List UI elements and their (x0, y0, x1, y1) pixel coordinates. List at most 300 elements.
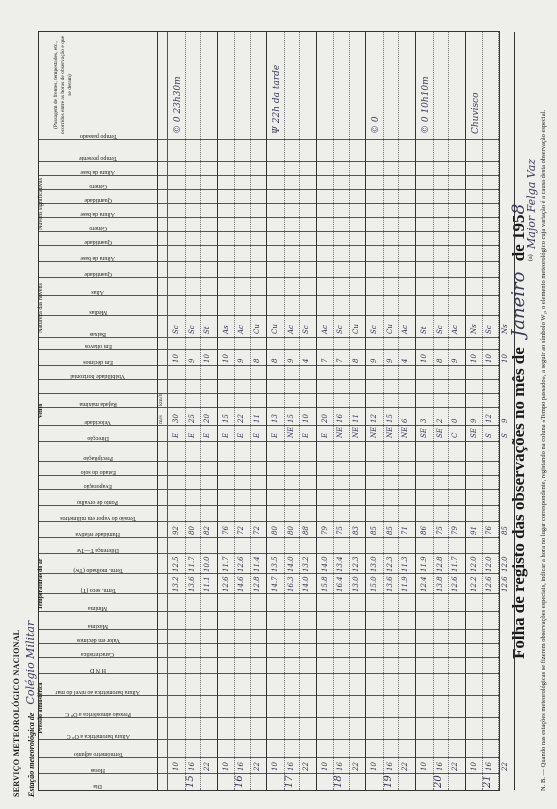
humidity: 88 (302, 526, 311, 535)
wet-temp: 10.0 (203, 556, 211, 572)
cloud-type: Sc (187, 325, 196, 334)
column-divider (39, 643, 499, 644)
column-header-cl: Baixas (89, 331, 107, 337)
unit-rule (167, 32, 168, 790)
day-number: 21 (482, 775, 494, 788)
column-header-t1: Valor em décimos (76, 637, 120, 643)
column-divider (39, 717, 499, 718)
dry-temp: 13.6 (187, 576, 196, 592)
wind-dir: C (451, 432, 459, 438)
wet-temp: 12.8 (435, 556, 444, 572)
hour-value: 10 (271, 762, 280, 771)
wet-temp: 11.3 (401, 556, 410, 572)
wind-dir: NE (286, 426, 295, 438)
humidity: 86 (420, 526, 428, 535)
cloud-cover: 10 (172, 354, 180, 363)
hour-rule (234, 32, 235, 790)
day-rule (217, 32, 218, 790)
wind-dir: E (203, 432, 211, 438)
column-header-wet: Term. molhado (Tw) (73, 567, 123, 573)
hour-value: 10 (172, 762, 180, 771)
humidity: 83 (351, 526, 360, 535)
wind-vel: 20 (320, 414, 329, 423)
wind-vel: 15 (385, 414, 394, 423)
column-divider (39, 521, 499, 522)
dry-temp: 11.9 (401, 576, 410, 592)
column-header-dry: Term. seco (T) (80, 587, 116, 593)
wind-dir: NE (336, 426, 345, 438)
column-header-dia: Dia (93, 783, 103, 789)
column-divider (39, 441, 499, 442)
past-weather-remark: Ψ 22h da tarde (272, 64, 283, 134)
hour-value: 22 (451, 762, 459, 771)
humidity: 80 (187, 526, 196, 535)
wet-temp: 11.4 (252, 556, 261, 572)
dry-temp: 15.0 (370, 576, 379, 592)
humidity: 79 (451, 526, 459, 535)
column-header-neb8: Em oitavos (84, 343, 112, 349)
dry-temp: 12.2 (469, 576, 478, 592)
hour-value: 16 (435, 762, 444, 771)
wind-dir: E (237, 432, 246, 438)
hour-value: 16 (237, 762, 246, 771)
wet-temp: 13.2 (302, 556, 311, 572)
hour-value: 16 (385, 762, 394, 771)
humidity: 85 (370, 526, 379, 535)
humidity: 80 (271, 526, 280, 535)
hour-value: 22 (500, 762, 509, 771)
dry-temp: 14.6 (237, 576, 246, 592)
wet-temp: 14.0 (320, 556, 329, 572)
humidity: 80 (286, 526, 295, 535)
column-header-t0: Característica (81, 651, 115, 657)
column-header-pass: Tempo passado (79, 133, 117, 139)
column-header-hum: Humidade relativa (75, 531, 121, 537)
humidity: 76 (221, 526, 230, 535)
wet-temp: 14.0 (286, 556, 295, 572)
column-divider (39, 461, 499, 462)
wet-temp: 11.7 (451, 556, 459, 572)
dry-temp: 16.4 (336, 576, 345, 592)
column-header-s4: Quantidade (84, 197, 112, 203)
column-header-s6: Altura da base (80, 169, 116, 175)
cloud-type: Ac (451, 325, 459, 334)
hour-value: 22 (351, 762, 360, 771)
hour-value: 10 (320, 762, 329, 771)
dry-temp: 12.8 (252, 576, 261, 592)
column-divider (39, 629, 499, 630)
hour-value: 22 (252, 762, 261, 771)
hour-value: 22 (203, 762, 211, 771)
cloud-cover: 10 (500, 354, 509, 363)
cloud-type: Ns (469, 324, 478, 334)
group-header-pressao: Pressão atmosférica (38, 682, 44, 734)
station-label: Estação meteorológica de (27, 712, 36, 797)
column-divider (39, 245, 499, 246)
year-suffix: 8 (509, 203, 529, 215)
column-divider (39, 261, 499, 262)
title-text: Folha de registo das observações no mês de (509, 347, 528, 659)
wind-dir: NE (385, 426, 394, 438)
column-header-p4: H N D (90, 667, 106, 673)
dry-temp: 12.6 (485, 576, 494, 592)
column-header-s3: Altura da base (80, 211, 116, 217)
wind-vel: 16 (336, 414, 345, 423)
wind-dir: S (485, 433, 494, 438)
group-header-nuvens-sig: Nuvens significativas (38, 178, 44, 230)
wet-temp: 13.5 (271, 556, 280, 572)
column-header-s2: Género (89, 225, 107, 231)
cloud-cover: 10 (420, 354, 428, 363)
dry-temp: 16.3 (286, 576, 295, 592)
wind-dir: SE (469, 428, 478, 438)
cloud-type: Sc (370, 325, 379, 334)
day-rule (266, 32, 267, 790)
wind-dir: E (302, 432, 311, 438)
column-header-neb: Em décimos (83, 359, 113, 365)
wind-dir: SE (435, 428, 444, 438)
column-header-dew: Ponto de orvalho (77, 499, 119, 505)
wind-vel: 12 (485, 414, 494, 423)
wet-temp: 12.0 (485, 556, 494, 572)
day-number: 17 (283, 775, 295, 788)
column-divider (39, 349, 499, 350)
wind-vel: 30 (172, 414, 180, 423)
cloud-cover: 8 (271, 358, 280, 363)
wet-temp: 13.4 (336, 556, 345, 572)
cloud-type: Ac (401, 325, 410, 334)
humidity: 79 (320, 526, 329, 535)
cloud-type: Cu (252, 324, 261, 334)
month-value: Janeiro (508, 271, 529, 337)
cloud-type: As (221, 325, 230, 334)
column-header-evap: Evaporação (83, 483, 113, 489)
cloud-cover: 7 (320, 358, 329, 363)
wet-temp: 12.6 (237, 556, 246, 572)
signature: Major Felga Vaz (525, 158, 538, 249)
cloud-type: St (203, 326, 211, 334)
column-divider (39, 189, 499, 190)
cloud-cover: 8 (351, 358, 360, 363)
hour-value: 16 (485, 762, 494, 771)
cloud-cover: 9 (286, 358, 295, 363)
hour-value: 16 (336, 762, 345, 771)
day-number: 15 (184, 775, 196, 788)
station-line (24, 621, 37, 797)
wind-vel: 12 (370, 414, 379, 423)
column-header-vap: Tensão do vapor em milímetros (60, 515, 136, 521)
dry-temp: 15.8 (320, 576, 329, 592)
past-weather-remark: Chuvisco (470, 92, 481, 134)
cloud-cover: 7 (336, 358, 345, 363)
wind-dir: E (271, 432, 280, 438)
cloud-type: Sc (485, 325, 494, 334)
dry-temp: 13.8 (435, 576, 444, 592)
cloud-cover: 9 (451, 358, 459, 363)
column-divider (39, 175, 499, 176)
wind-vel: 11 (351, 414, 360, 423)
cloud-type: St (420, 326, 428, 334)
cloud-cover: 9 (187, 358, 196, 363)
column-divider (39, 505, 499, 506)
dry-temp: 14.7 (271, 576, 280, 592)
cloud-type: Sc (302, 325, 311, 334)
hour-rule (349, 32, 350, 790)
dry-temp: 12.6 (451, 576, 459, 592)
footnote: N. B. — Quando nas estações meteorológicas se fizerem observações especiais, indicar a hora no lugar correspondente, registando na coluna «Tempo passado», a seguir ao símbolo W₂, o elemento meteorológico cuja variação é a causa desta observação especial. (540, 109, 547, 791)
hour-value: 10 (420, 762, 428, 771)
column-header-raj1: Rajada máxima (79, 401, 117, 407)
column-header-p3: Altura barométrica ao nível do mar (55, 689, 141, 695)
group-header-vento: Vento (38, 403, 44, 419)
group-header-nuvens: Natureza das nuvens (38, 283, 44, 333)
past-weather-remark: © 0 (371, 116, 382, 134)
hour-value: 22 (401, 762, 410, 771)
hour-rule (448, 32, 449, 790)
column-divider (39, 379, 499, 380)
day-rule (465, 32, 466, 790)
hour-value: 10 (221, 762, 230, 771)
wind-vel: 20 (203, 414, 211, 423)
dry-temp: 12.4 (420, 576, 428, 592)
hour-rule (299, 32, 300, 790)
wind-dir: E (221, 432, 230, 438)
day-rule (415, 32, 416, 790)
day-rule (316, 32, 317, 790)
dry-temp: 14.0 (302, 576, 311, 592)
column-divider (39, 489, 499, 490)
hour-rule (250, 32, 251, 790)
dry-temp: 11.1 (203, 576, 211, 592)
column-divider (39, 657, 499, 658)
hour-rule (383, 32, 384, 790)
column-divider (39, 337, 499, 338)
past-weather-remark: © 0 23h30m (173, 76, 183, 134)
humidity: 85 (500, 526, 509, 535)
dry-temp: 13.2 (172, 576, 180, 592)
wet-temp: 13.0 (370, 556, 379, 572)
column-header-pres: Tempo presente (78, 155, 118, 161)
wind-vel: 2 (435, 418, 444, 423)
dry-temp: 12.6 (500, 576, 509, 592)
cloud-type: Ac (320, 325, 329, 334)
column-divider (39, 231, 499, 232)
wet-temp: 12.0 (500, 556, 509, 572)
wet-temp: 11.9 (420, 556, 428, 572)
column-divider (39, 611, 499, 612)
dry-temp: 12.6 (221, 576, 230, 592)
cloud-type: Sc (172, 325, 180, 334)
humidity: 92 (172, 526, 180, 535)
wind-vel: 0 (451, 418, 459, 423)
year-prefix: de 195 (509, 214, 528, 262)
humidity: 76 (485, 526, 494, 535)
wet-temp: 12.5 (172, 556, 180, 572)
column-divider (39, 407, 499, 408)
humidity: 82 (203, 526, 211, 535)
column-divider (39, 139, 499, 140)
hour-rule (333, 32, 334, 790)
wind-dir: E (252, 432, 261, 438)
cloud-cover: 9 (237, 358, 246, 363)
wind-dir: SE (420, 428, 428, 438)
wind-dir: E (320, 432, 329, 438)
group-header-temp: Temperaturas do ar (38, 558, 44, 610)
unit-kmh: km/h (158, 393, 164, 406)
hour-value: 22 (302, 762, 311, 771)
humidity: 91 (469, 526, 478, 535)
column-header-p2: Pressão atmosférica a O° C (65, 711, 131, 717)
column-header-tmin: Mínima (88, 605, 108, 611)
cloud-cover: 10 (203, 354, 211, 363)
column-divider (39, 365, 499, 366)
humidity: 85 (385, 526, 394, 535)
cloud-type: Ns (500, 324, 509, 334)
hour-rule (433, 32, 434, 790)
column-divider (39, 475, 499, 476)
signature-label: (a) (528, 254, 534, 261)
column-divider (39, 277, 499, 278)
wind-dir: E (172, 432, 180, 438)
hour-value: 16 (286, 762, 295, 771)
wind-vel: 9 (500, 418, 509, 423)
unit-ms: m/s (158, 415, 164, 424)
cloud-type: Cu (385, 324, 394, 334)
hour-rule (185, 32, 186, 790)
wind-vel: 9 (469, 418, 478, 423)
header-rule (157, 32, 158, 790)
cloud-cover: 10 (485, 354, 494, 363)
column-divider (39, 773, 499, 774)
day-number: 16 (234, 775, 246, 788)
past-weather-remark: © 0 10h10m (421, 76, 431, 134)
day-number: 20 (432, 775, 444, 788)
column-header-nb1: Quantidade (84, 271, 112, 277)
cloud-cover: 8 (252, 358, 261, 363)
cloud-cover: 9 (385, 358, 394, 363)
hour-value: 10 (469, 762, 478, 771)
wind-vel: 15 (286, 414, 295, 423)
column-header-vel: Velocidade (84, 419, 112, 425)
column-divider (39, 217, 499, 218)
service-name: SERVIÇO METEOROLÓGICO NACIONAL (12, 629, 21, 797)
column-header-horas: Horas (90, 767, 106, 773)
dry-temp: 13.6 (385, 576, 394, 592)
column-divider (39, 757, 499, 758)
cloud-type: Cu (351, 324, 360, 334)
wet-temp: 12.3 (351, 556, 360, 572)
wind-dir: S (500, 433, 509, 438)
column-divider (39, 673, 499, 674)
hour-rule (398, 32, 399, 790)
wet-temp: 12.0 (469, 556, 478, 572)
column-header-cm: Médias (89, 309, 107, 315)
wind-vel: 3 (420, 418, 428, 423)
dry-temp: 13.0 (351, 576, 360, 592)
cloud-cover: 9 (370, 358, 379, 363)
hour-rule (200, 32, 201, 790)
wet-temp: 12.3 (385, 556, 394, 572)
cloud-type: Cu (271, 324, 280, 334)
humidity: 75 (435, 526, 444, 535)
wind-vel: 6 (401, 418, 410, 423)
humidity: 72 (237, 526, 246, 535)
column-header-diff: Diferença T—Tw (76, 547, 120, 553)
wind-vel: 11 (252, 414, 261, 423)
cloud-type: Sc (435, 325, 444, 334)
cloud-type: Ac (237, 325, 246, 334)
page-title (508, 204, 529, 659)
wind-vel: 22 (237, 414, 246, 423)
column-divider (39, 425, 499, 426)
humidity: 75 (336, 526, 345, 535)
column-header-p0: Termómetro adjunto (73, 751, 123, 757)
column-divider (39, 295, 499, 296)
cloud-cover: 4 (302, 358, 311, 363)
wet-temp: 11.7 (187, 556, 196, 572)
cloud-type: Sc (336, 325, 345, 334)
column-header-tmax: Máxima (88, 623, 108, 629)
wind-dir: E (187, 432, 196, 438)
column-divider (39, 573, 499, 574)
column-header-nb2: Altura da base (80, 255, 116, 261)
column-header-s5: Género (89, 183, 107, 189)
hour-value: 10 (370, 762, 379, 771)
column-header-ch: Altas (91, 289, 105, 295)
hour-rule (482, 32, 483, 790)
column-divider (39, 203, 499, 204)
column-header-p1: Altura barométrica a O° C (66, 733, 130, 739)
hour-rule (498, 32, 499, 790)
column-divider (39, 315, 499, 316)
column-divider (39, 593, 499, 594)
column-divider (39, 695, 499, 696)
day-number: 19 (382, 775, 394, 788)
humidity: 72 (252, 526, 261, 535)
cloud-cover: 10 (221, 354, 230, 363)
hour-value: 16 (187, 762, 196, 771)
day-rule (514, 32, 515, 790)
column-divider (39, 739, 499, 740)
wind-dir: NE (351, 426, 360, 438)
day-number: 18 (333, 775, 345, 788)
wind-dir: NE (401, 426, 410, 438)
column-header-dir: Direcção (87, 435, 109, 441)
station-name: Colégio Militar (24, 620, 37, 705)
day-rule (365, 32, 366, 790)
cloud-cover: 8 (435, 358, 444, 363)
cloud-type: Ac (286, 325, 295, 334)
wind-vel: 25 (187, 414, 196, 423)
tempo-passado-desc: (Passagem de frentes, tempestades, etc., ocorridos entre as horas de observação e que se deram) (53, 35, 73, 135)
column-header-vis: Visibilidade horizontal (70, 373, 126, 379)
cloud-cover: 10 (469, 354, 478, 363)
wind-dir: NE (370, 426, 379, 438)
column-divider (39, 393, 499, 394)
wet-temp: 11.7 (221, 556, 230, 572)
column-header-prec: Precipitação (83, 455, 113, 461)
column-header-s1: Quantidade (84, 239, 112, 245)
cloud-cover: 4 (401, 358, 410, 363)
wind-vel: 15 (221, 414, 230, 423)
wind-vel: 10 (302, 414, 311, 423)
wind-vel: 13 (271, 414, 280, 423)
observation-table (38, 31, 509, 791)
column-divider (39, 537, 499, 538)
column-divider (39, 161, 499, 162)
column-divider (39, 553, 499, 554)
humidity: 71 (401, 526, 410, 535)
